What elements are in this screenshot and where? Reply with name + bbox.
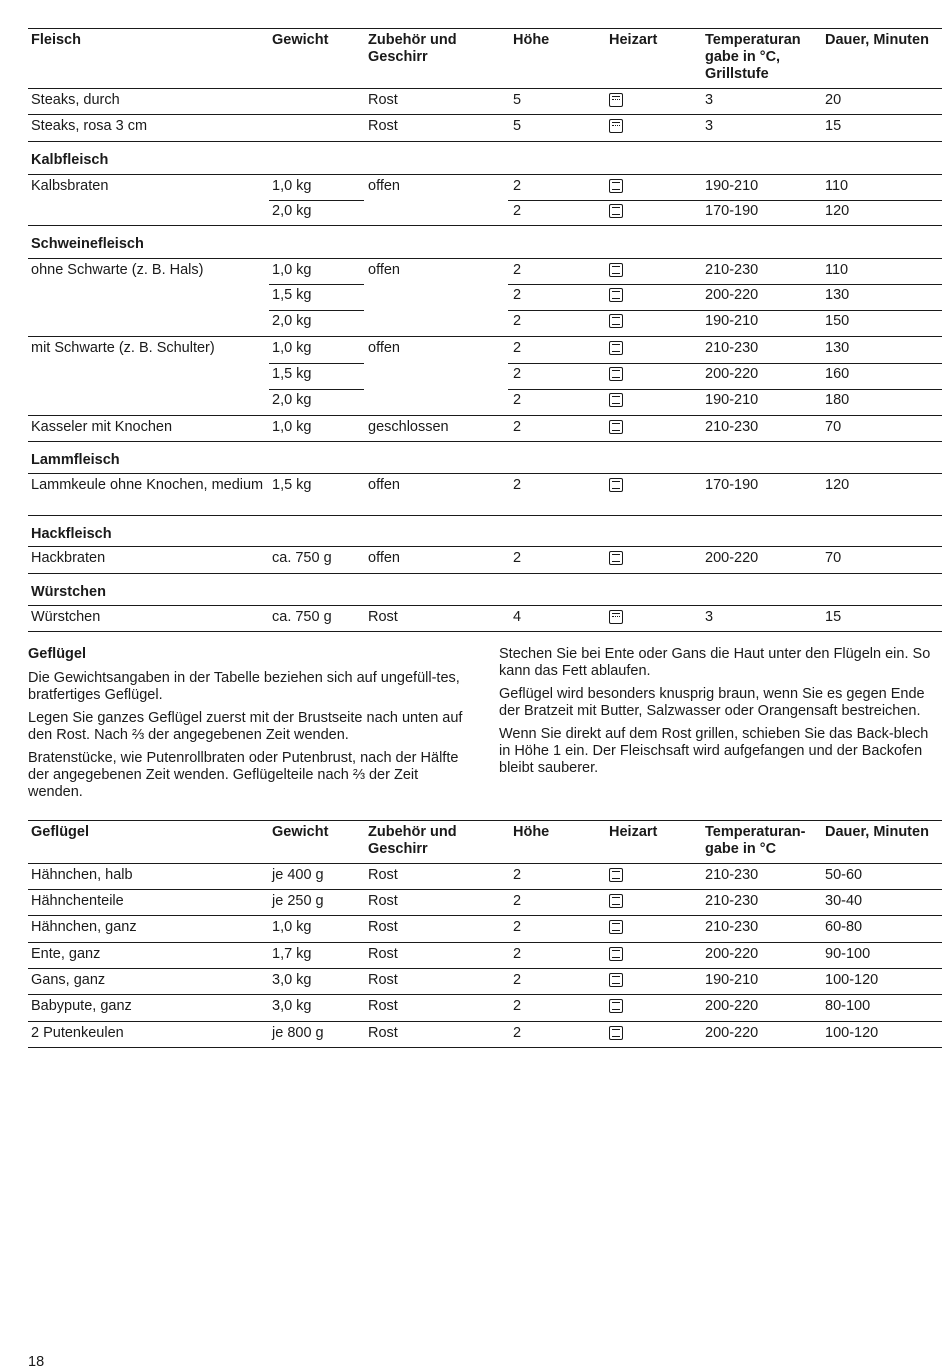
cell-heating: [609, 178, 699, 197]
cell-level: 2: [513, 550, 522, 566]
section-title-schweinefleisch: Schweinefleisch: [31, 236, 144, 252]
top-bottom-heat-icon: [609, 420, 623, 434]
cell-level: 5: [513, 118, 522, 134]
table-row: [28, 474, 942, 516]
cell-level: 2: [513, 262, 522, 278]
top-bottom-heat-icon: [609, 551, 623, 565]
cell-duration: 130: [825, 340, 850, 356]
cell-duration: 110: [825, 178, 849, 194]
cell-dish: Hackbraten: [31, 550, 106, 566]
cell-temp: 200-220: [705, 946, 759, 962]
cell-accessory: Rost: [368, 118, 398, 134]
cell-heating: [609, 946, 699, 965]
table-row: [28, 1022, 942, 1048]
cell-dish: Würstchen: [31, 609, 101, 625]
cell-dish: Hähnchen, ganz: [31, 919, 137, 935]
top-bottom-heat-icon: [609, 204, 623, 218]
table-row: [28, 606, 942, 632]
cell-heating: [609, 262, 699, 281]
cell-duration: 150: [825, 313, 850, 329]
cell-weight: ca. 750 g: [272, 609, 332, 625]
cell-temp: 210-230: [705, 867, 759, 883]
cell-temp: 3: [705, 609, 714, 625]
cell-weight: 2,0 kg: [272, 203, 312, 219]
cell-weight: 2,0 kg: [272, 313, 312, 329]
poultry-text-right: [499, 646, 942, 783]
top-bottom-heat-icon: [609, 973, 623, 987]
cell-dish: ohne Schwarte (z. B. Hals): [31, 262, 204, 278]
cell-temp: 210-230: [705, 419, 759, 435]
header-heizart: Heizart: [609, 32, 658, 48]
cell-duration: 180: [825, 392, 850, 408]
cell-duration: 100-120: [825, 972, 879, 988]
top-bottom-heat-icon: [609, 179, 623, 193]
cell-level: 2: [513, 340, 522, 356]
header-zubehoer: Zubehör und Geschirr: [368, 32, 457, 65]
table-row: [28, 337, 942, 363]
cell-duration: 90-100: [825, 946, 871, 962]
cell-dish: mit Schwarte (z. B. Schulter): [31, 340, 215, 356]
table-row: [28, 890, 942, 916]
section-title-wuerstchen: Würstchen: [31, 584, 106, 600]
cell-accessory: Rost: [368, 867, 398, 883]
cell-duration: 20: [825, 92, 842, 108]
table-row: [28, 89, 942, 115]
cell-temp: 190-210: [705, 178, 759, 194]
cell-dish: Kalbsbraten: [31, 178, 109, 194]
cell-level: 2: [513, 1025, 522, 1041]
cell-level: 4: [513, 609, 522, 625]
cell-weight: 3,0 kg: [272, 972, 312, 988]
cell-level: 2: [513, 287, 522, 303]
cell-duration: 70: [825, 550, 842, 566]
section-header: [28, 142, 942, 174]
paragraph: Wenn Sie direkt auf dem Rost grillen, schieben Sie das Back-blech in Höhe 1 ein. Der Fleischsaft wird aufgefangen und der Backofen bleibt sauberer.: [499, 726, 929, 776]
cell-heating: [609, 313, 699, 332]
paragraph: Die Gewichtsangaben in der Tabelle beziehen sich auf ungefüll-tes, bratfertiges Geflügel.: [28, 670, 460, 703]
table-row: [28, 943, 942, 969]
cell-dish: Steaks, durch: [31, 92, 120, 108]
cell-weight: 1,0 kg: [272, 919, 312, 935]
cell-dish: Kasseler mit Knochen: [31, 419, 173, 435]
section-title-kalbfleisch: Kalbfleisch: [31, 152, 109, 168]
top-bottom-heat-icon: [609, 341, 623, 355]
cell-weight: 1,0 kg: [272, 178, 312, 194]
cell-accessory: Rost: [368, 92, 398, 108]
cell-weight: 1,0 kg: [272, 419, 312, 435]
cell-dish: Hähnchenteile: [31, 893, 124, 909]
top-bottom-heat-icon: [609, 947, 623, 961]
cell-weight: 1,5 kg: [272, 477, 312, 493]
cell-weight: 1,0 kg: [272, 262, 312, 278]
section-header: [28, 574, 942, 606]
cell-level: 2: [513, 972, 522, 988]
table-row: [28, 389, 942, 416]
section-title-lammfleisch: Lammfleisch: [31, 452, 120, 468]
top-bottom-heat-icon: [609, 868, 623, 882]
cell-level: 2: [513, 419, 522, 435]
cell-duration: 15: [825, 118, 842, 134]
cell-weight: 1,7 kg: [272, 946, 312, 962]
cell-duration: 130: [825, 287, 850, 303]
cell-dish: 2 Putenkeulen: [31, 1025, 124, 1041]
table-row: [28, 995, 942, 1022]
cell-dish: Babypute, ganz: [31, 998, 132, 1014]
top-bottom-heat-icon: [609, 920, 623, 934]
top-bottom-heat-icon: [609, 999, 623, 1013]
cell-dish: Ente, ganz: [31, 946, 101, 962]
table-row: [28, 200, 942, 226]
cell-heating: [609, 609, 699, 628]
header-hoehe: Höhe: [513, 32, 550, 48]
section-header: [28, 442, 942, 474]
cell-accessory: Rost: [368, 972, 398, 988]
cell-weight: 1,5 kg: [272, 366, 312, 382]
cell-weight: 3,0 kg: [272, 998, 312, 1014]
cell-heating: [609, 118, 699, 137]
header-temperatur: Temperaturan gabe in °C, Grillstufe: [705, 32, 801, 82]
cell-duration: 70: [825, 419, 842, 435]
cell-heating: [609, 1025, 699, 1044]
cell-weight: je 250 g: [272, 893, 324, 909]
cell-accessory: geschlossen: [368, 419, 449, 435]
section-title-hackfleisch: Hackfleisch: [31, 526, 112, 542]
cell-heating: [609, 550, 699, 569]
top-bottom-heat-icon: [609, 478, 623, 492]
poultry-table-header: [28, 821, 942, 864]
cell-level: 2: [513, 178, 522, 194]
top-bottom-heat-icon: [609, 367, 623, 381]
cell-weight: 2,0 kg: [272, 392, 312, 408]
cell-level: 2: [513, 366, 522, 382]
header-heizart: Heizart: [609, 824, 658, 840]
cell-temp: 3: [705, 92, 714, 108]
table-row: [28, 258, 942, 284]
grill-icon: [609, 93, 623, 107]
cell-temp: 190-210: [705, 313, 759, 329]
cell-level: 2: [513, 392, 522, 408]
cell-heating: [609, 287, 699, 306]
paragraph: Legen Sie ganzes Geflügel zuerst mit der Brustseite nach unten auf den Rost. Nach ⅔ der angegebenen Zeit wenden.: [28, 710, 463, 743]
paragraph: Stechen Sie bei Ente oder Gans die Haut unter den Flügeln ein. So kann das Fett ablaufen.: [499, 646, 931, 679]
paragraph: Bratenstücke, wie Putenrollbraten oder Putenbrust, nach der Hälfte der angegebenen Zeit wenden. Geflügelteile nach ⅔ der Zeit wenden.: [28, 750, 459, 800]
cell-temp: 200-220: [705, 287, 759, 303]
cell-weight: ca. 750 g: [272, 550, 332, 566]
top-bottom-heat-icon: [609, 314, 623, 328]
cell-temp: 3: [705, 118, 714, 134]
cell-dish: Hähnchen, halb: [31, 867, 133, 883]
top-bottom-heat-icon: [609, 1026, 623, 1040]
header-temperatur: Temperaturan-gabe in °C: [705, 824, 806, 857]
cell-level: 5: [513, 92, 522, 108]
cell-duration: 60-80: [825, 919, 863, 935]
header-gefluegel: Geflügel: [31, 824, 90, 840]
cell-accessory: Rost: [368, 609, 398, 625]
cell-level: 2: [513, 203, 522, 219]
cell-heating: [609, 893, 699, 912]
cell-heating: [609, 419, 699, 438]
cell-dish: Steaks, rosa 3 cm: [31, 118, 148, 134]
cell-accessory: Rost: [368, 998, 398, 1014]
table-row: [28, 916, 942, 943]
cell-dish: Lammkeule ohne Knochen, medium: [31, 477, 264, 493]
cell-level: 2: [513, 893, 522, 909]
table-row: [28, 115, 942, 142]
cell-heating: [609, 392, 699, 411]
cell-dish: Gans, ganz: [31, 972, 106, 988]
cell-heating: [609, 340, 699, 359]
meat-table: [28, 28, 942, 632]
cell-weight: je 800 g: [272, 1025, 324, 1041]
cell-duration: 120: [825, 203, 850, 219]
cell-duration: 80-100: [825, 998, 871, 1014]
cell-accessory: Rost: [368, 946, 398, 962]
top-bottom-heat-icon: [609, 393, 623, 407]
cell-temp: 190-210: [705, 392, 759, 408]
header-zubehoer: Zubehör und Geschirr: [368, 824, 457, 857]
cell-heating: [609, 477, 699, 496]
section-header: [28, 516, 942, 547]
cell-heating: [609, 998, 699, 1017]
cell-temp: 210-230: [705, 893, 759, 909]
meat-table-header: [28, 29, 942, 89]
cell-temp: 210-230: [705, 262, 759, 278]
grill-icon: [609, 610, 623, 624]
grill-icon: [609, 119, 623, 133]
cell-duration: 110: [825, 262, 849, 278]
header-gewicht: Gewicht: [272, 32, 329, 48]
cell-duration: 50-60: [825, 867, 863, 883]
table-row: [28, 416, 942, 442]
cell-temp: 170-190: [705, 477, 759, 493]
table-row: [28, 174, 942, 200]
cell-heating: [609, 92, 699, 111]
cell-level: 2: [513, 946, 522, 962]
cell-accessory: offen: [368, 550, 400, 566]
cell-temp: 210-230: [705, 340, 759, 356]
top-bottom-heat-icon: [609, 263, 623, 277]
header-gewicht: Gewicht: [272, 824, 329, 840]
table-row: [28, 864, 942, 890]
table-row: [28, 547, 942, 574]
table-row: [28, 969, 942, 995]
cell-level: 2: [513, 998, 522, 1014]
cell-heating: [609, 867, 699, 886]
page-number: 18: [28, 1354, 45, 1370]
cell-temp: 210-230: [705, 919, 759, 935]
header-hoehe: Höhe: [513, 824, 550, 840]
cell-heating: [609, 972, 699, 991]
poultry-table: [28, 820, 942, 1048]
cell-duration: 120: [825, 477, 850, 493]
header-dauer: Dauer, Minuten: [825, 824, 929, 840]
cell-heating: [609, 366, 699, 385]
cell-weight: 1,0 kg: [272, 340, 312, 356]
poultry-text-left: [28, 646, 476, 807]
poultry-heading: Geflügel: [28, 646, 87, 662]
top-bottom-heat-icon: [609, 288, 623, 302]
cell-temp: 200-220: [705, 998, 759, 1014]
cell-temp: 190-210: [705, 972, 759, 988]
cell-temp: 200-220: [705, 550, 759, 566]
cell-duration: 30-40: [825, 893, 863, 909]
cell-level: 2: [513, 477, 522, 493]
cell-heating: [609, 919, 699, 938]
cell-temp: 200-220: [705, 366, 759, 382]
table-row: [28, 363, 942, 389]
cell-level: 2: [513, 313, 522, 329]
cell-level: 2: [513, 919, 522, 935]
cell-duration: 15: [825, 609, 842, 625]
table-row: [28, 284, 942, 310]
paragraph: Geflügel wird besonders knusprig braun, wenn Sie es gegen Ende der Bratzeit mit Butter, Salzwasser oder Orangensaft bestreichen.: [499, 686, 925, 719]
section-header: [28, 226, 942, 258]
cell-accessory: offen: [368, 340, 400, 356]
cell-accessory: offen: [368, 262, 400, 278]
header-dauer: Dauer, Minuten: [825, 32, 929, 48]
header-fleisch: Fleisch: [31, 32, 81, 48]
cell-accessory: Rost: [368, 893, 398, 909]
cell-heating: [609, 203, 699, 222]
table-row: [28, 310, 942, 337]
cell-duration: 100-120: [825, 1025, 879, 1041]
cell-accessory: Rost: [368, 1025, 398, 1041]
cell-weight: 1,5 kg: [272, 287, 312, 303]
cell-temp: 200-220: [705, 1025, 759, 1041]
cell-accessory: offen: [368, 477, 400, 493]
cell-accessory: offen: [368, 178, 400, 194]
top-bottom-heat-icon: [609, 894, 623, 908]
cell-accessory: Rost: [368, 919, 398, 935]
cell-weight: je 400 g: [272, 867, 324, 883]
cell-level: 2: [513, 867, 522, 883]
cell-duration: 160: [825, 366, 850, 382]
cell-temp: 170-190: [705, 203, 759, 219]
